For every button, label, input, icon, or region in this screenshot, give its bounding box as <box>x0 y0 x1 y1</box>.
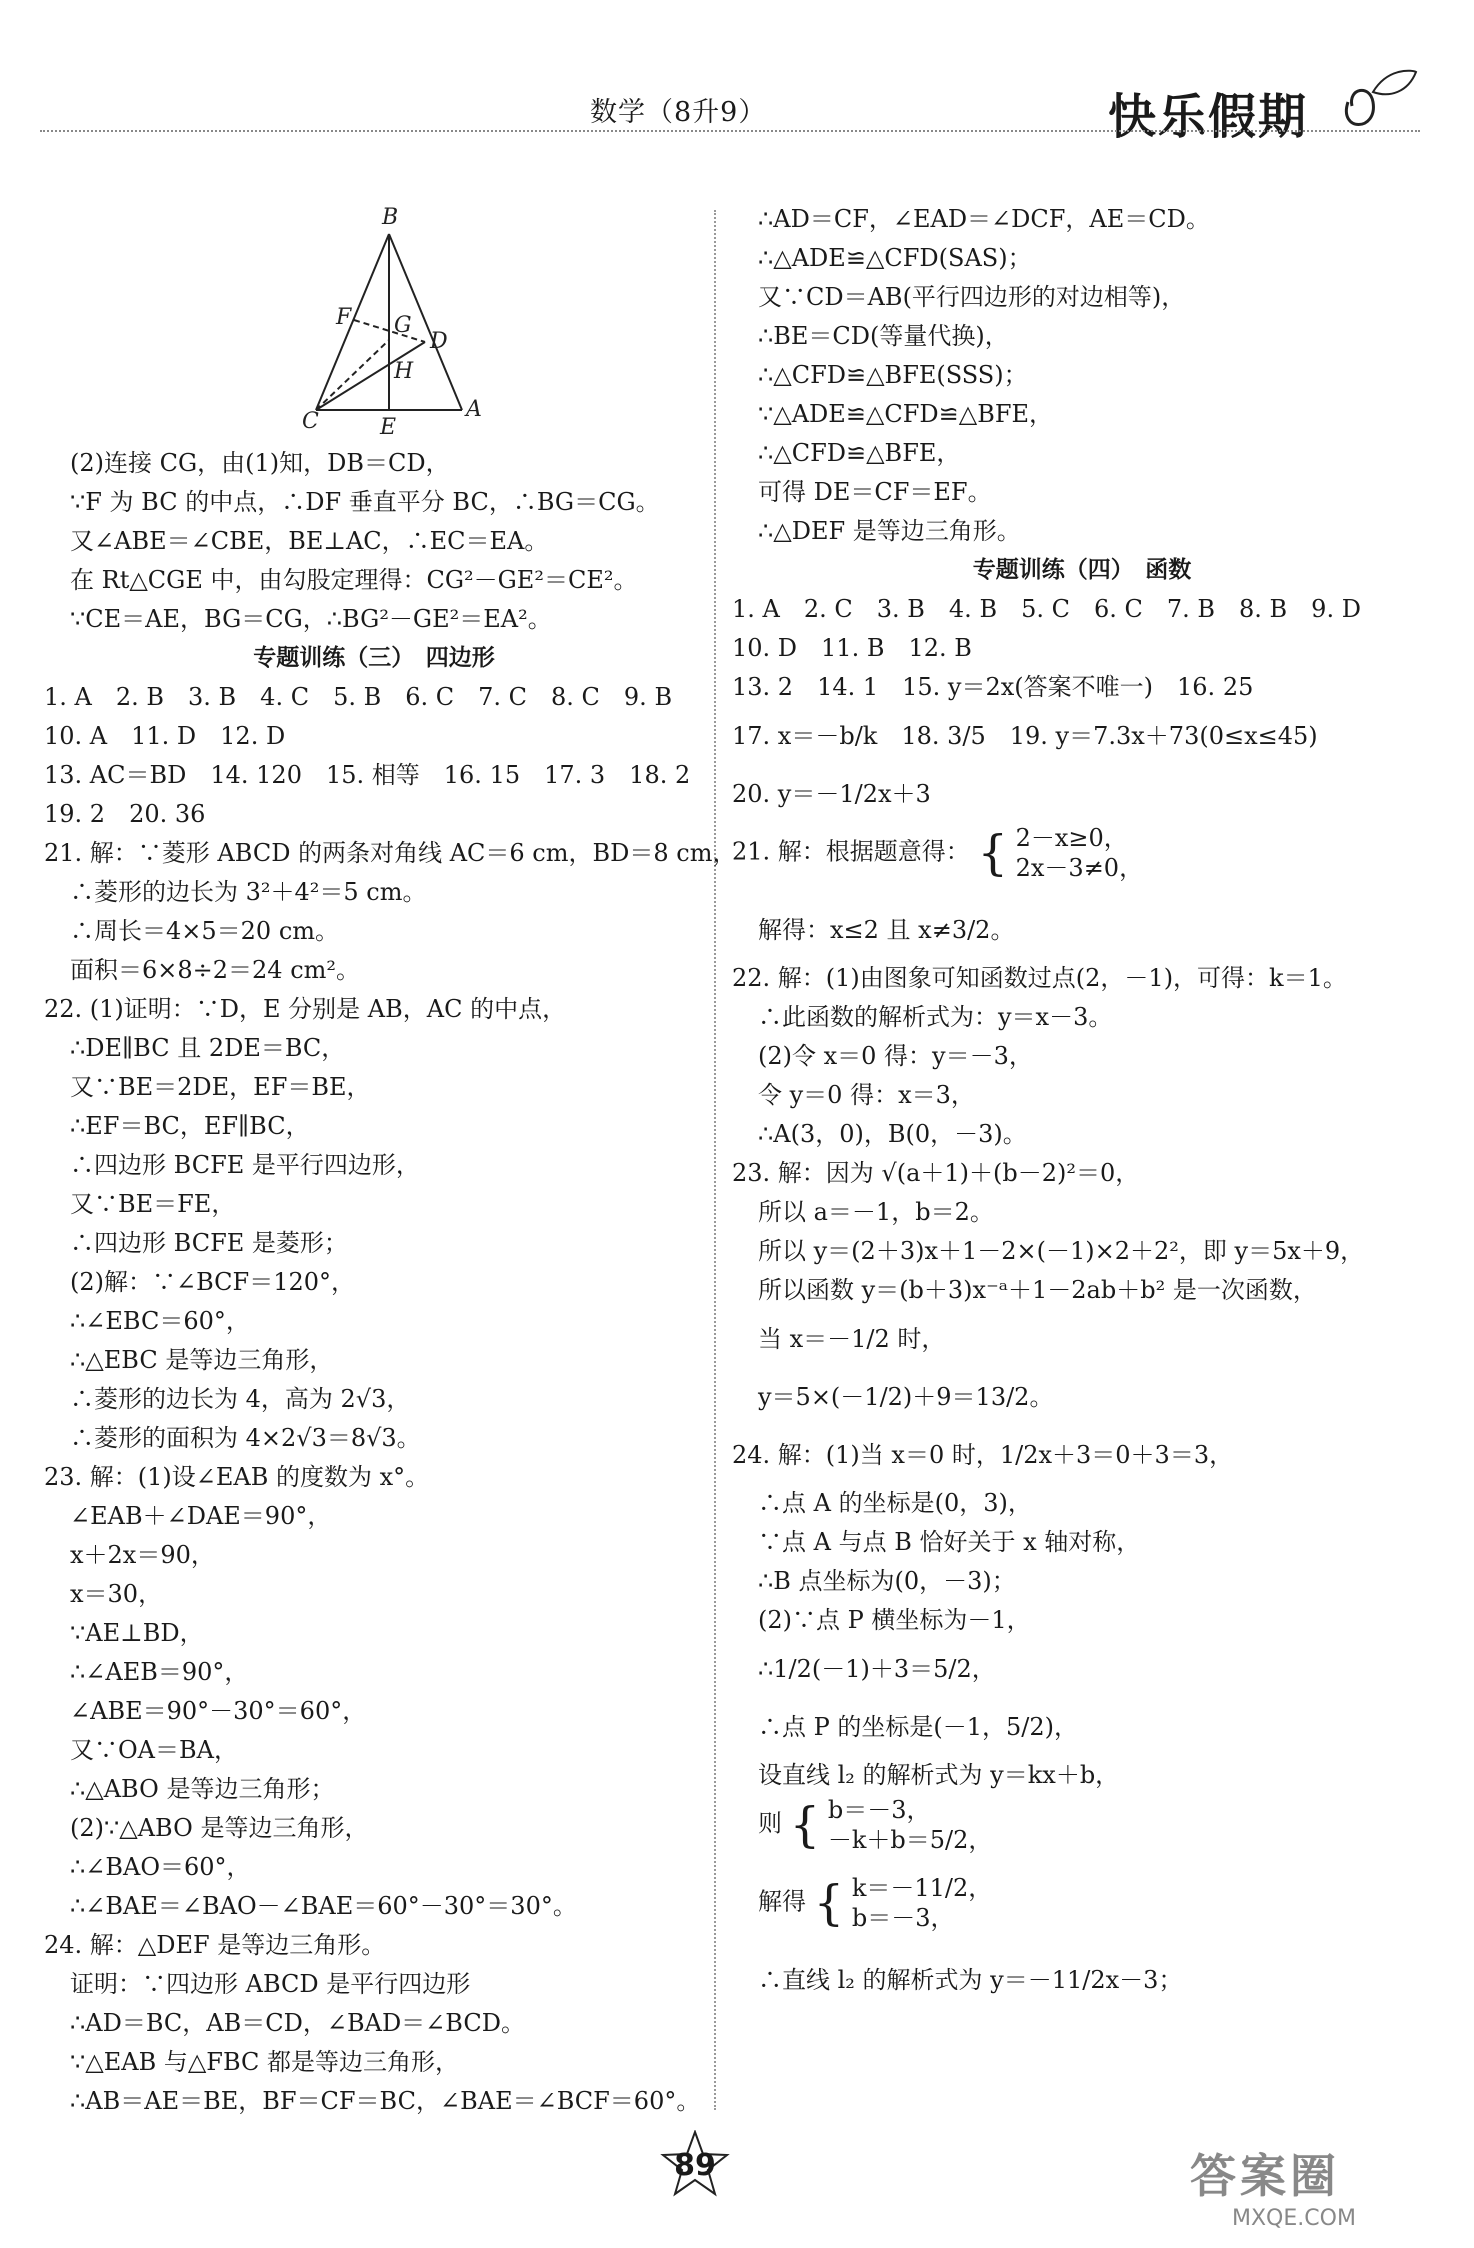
text-line: 令 y＝0 得：x＝3， <box>758 1081 975 1109</box>
header-brand: 快乐假期 <box>1108 89 1309 145</box>
answer-row: 19. 2 20. 36 <box>44 800 206 828</box>
text-line: ∠EAB＋∠DAE＝90°， <box>70 1502 332 1530</box>
text-line: ∴AD＝BC，AB＝CD，∠BAD＝∠BCD。 <box>70 2009 525 2037</box>
text-line: 又∵BE＝FE， <box>70 1190 236 1218</box>
text-line: ∴点 P 的坐标是(－1，5/2)， <box>758 1713 1079 1741</box>
text-line: 又∵CD＝AB(平行四边形的对边相等)， <box>758 283 1186 311</box>
answer-row: 17. x＝－b/k 18. 3/5 19. y＝7.3x＋73(0≤x≤45) <box>732 722 1318 750</box>
text-line: 则 <box>758 1809 782 1838</box>
text-line: 可得 DE＝CF＝EF。 <box>758 478 992 506</box>
text-line: ∴四边形 BCFE 是菱形； <box>70 1229 348 1257</box>
text-line: ∴∠BAO＝60°， <box>70 1853 251 1881</box>
text-line: 所以 a＝－1，b＝2。 <box>758 1198 994 1226</box>
label-f: F <box>336 305 352 330</box>
text-line: ∵AE⊥BD， <box>70 1619 204 1647</box>
text-line: ∴菱形的边长为 3²＋4²＝5 cm。 <box>70 878 427 906</box>
answer-row: 1. A 2. B 3. B 4. C 5. B 6. C 7. C 8. C 9. B <box>44 683 673 711</box>
text-line: 22. (1)证明：∵D，E 分别是 AB，AC 的中点， <box>44 995 567 1023</box>
text-line: (2)∵△ABO 是等边三角形， <box>70 1814 369 1842</box>
text-line: 24. 解：△DEF 是等边三角形。 <box>44 1931 386 1959</box>
text-line: 21. 解：根据题意得： <box>732 837 970 866</box>
header-divider <box>40 130 1420 132</box>
label-d: D <box>430 329 448 354</box>
text-line: y＝5×(－1/2)＋9＝13/2。 <box>758 1383 1054 1411</box>
equation-line: k＝－11/2， <box>851 1874 993 1902</box>
text-line: 22. 解：(1)由图象可知函数过点(2，－1)，可得：k＝1。 <box>732 964 1347 992</box>
text-line: ∴四边形 BCFE 是平行四边形， <box>70 1151 420 1179</box>
text-line: ∴EF＝BC，EF∥BC， <box>70 1112 310 1140</box>
page-number <box>660 2130 730 2200</box>
text-line: ∴点 A 的坐标是(0，3)， <box>758 1489 1032 1517</box>
text-line: ∴△ADE≌△CFD(SAS)； <box>758 244 1032 272</box>
label-a: A <box>466 397 482 422</box>
watermark <box>1190 2140 1356 2231</box>
answer-row: 10. A 11. D 12. D <box>44 722 286 750</box>
system-block <box>732 823 1432 901</box>
text-line: x＋2x＝90， <box>70 1541 215 1569</box>
text-line: (2)∵点 P 横坐标为－1， <box>758 1606 1031 1634</box>
text-line: ∴此函数的解析式为：y＝x－3。 <box>758 1003 1113 1031</box>
text-line: ∵F 为 BC 的中点，∴DF 垂直平分 BC，∴BG＝CG。 <box>70 488 660 516</box>
text-line: 所以函数 y＝(b＋3)x⁻ᵃ＋1－2ab＋b² 是一次函数， <box>758 1276 1317 1304</box>
text-line: 在 Rt△CGE 中，由勾股定理得：CG²－GE²＝CE²。 <box>70 566 638 594</box>
left-column <box>44 200 737 2121</box>
text-line: ∴AD＝CF，∠EAD＝∠DCF，AE＝CD。 <box>758 205 1210 233</box>
section-heading: 专题训练（三） 四边形 <box>253 645 495 671</box>
text-line: ∴△CFD≌△BFE(SSS)； <box>758 361 1028 389</box>
text-line: ∴△CFD≌△BFE， <box>758 439 961 467</box>
text-line: ∴∠BAE＝∠BAO－∠BAE＝60°－30°＝30°。 <box>70 1892 577 1920</box>
section-heading: 专题训练（四） 函数 <box>972 557 1192 583</box>
equation-line: 2－x≥0， <box>1015 824 1128 852</box>
page-number-text: 89 <box>674 2148 716 2183</box>
text-line: ∴DE∥BC 且 2DE＝BC， <box>70 1034 346 1062</box>
text-line: 23. 解：(1)设∠EAB 的度数为 x°。 <box>44 1463 430 1491</box>
answer-row: 10. D 11. B 12. B <box>732 634 972 662</box>
text-line: ∴1/2(－1)＋3＝5/2， <box>758 1655 996 1683</box>
column-divider <box>714 210 716 2110</box>
text-line: ∵点 A 与点 B 恰好关于 x 轴对称， <box>758 1528 1141 1556</box>
text-line: 又∠ABE＝∠CBE，BE⊥AC，∴EC＝EA。 <box>70 527 549 555</box>
watermark-url: MXQE.COM <box>1232 2206 1356 2231</box>
system-block <box>732 1795 1432 1873</box>
text-line: 所以 y＝(2＋3)x＋1－2×(－1)×2＋2²，即 y＝5x＋9， <box>758 1237 1365 1265</box>
text-line: 当 x＝－1/2 时， <box>758 1325 946 1353</box>
label-h: H <box>394 359 414 384</box>
text-line: 证明：∵四边形 ABCD 是平行四边形 <box>70 1970 471 1998</box>
text-line: 面积＝6×8÷2＝24 cm²。 <box>70 956 361 984</box>
label-e: E <box>380 415 397 440</box>
text-line: 24. 解：(1)当 x＝0 时，1/2x＋3＝0＋3＝3， <box>732 1441 1234 1469</box>
text-line: ∴∠AEB＝90°， <box>70 1658 249 1686</box>
text-line: 23. 解：因为 √(a＋1)＋(b－2)²＝0， <box>732 1159 1140 1187</box>
brace-icon: { <box>789 1797 821 1853</box>
text-line: 又∵BE＝2DE，EF＝BE， <box>70 1073 371 1101</box>
brace-icon: { <box>813 1875 845 1931</box>
text-line: ∴菱形的边长为 4，高为 2√3， <box>70 1385 411 1413</box>
equation-stack <box>852 1873 992 1933</box>
text-line: ∴△ABO 是等边三角形； <box>70 1775 335 1803</box>
watermark-text: 答案圈 <box>1190 2149 1340 2203</box>
brace-icon: { <box>977 825 1008 881</box>
text-line: ∴周长＝4×5＝20 cm。 <box>70 917 340 945</box>
text-line: 又∵OA＝BA， <box>70 1736 238 1764</box>
text-line: (2)解：∵∠BCF＝120°， <box>70 1268 356 1296</box>
text-line: ∴△EBC 是等边三角形， <box>70 1346 334 1374</box>
equation-line: b＝－3， <box>851 1904 955 1932</box>
text-line: (2)连接 CG，由(1)知，DB＝CD， <box>70 449 450 477</box>
text-line: 设直线 l₂ 的解析式为 y＝kx＋b， <box>758 1761 1120 1789</box>
text-line: ∵△ADE≌△CFD≌△BFE， <box>758 400 1054 428</box>
equation-stack <box>828 1795 993 1855</box>
text-line: ∴△DEF 是等边三角形。 <box>758 517 1021 545</box>
triangle-figure <box>44 200 704 444</box>
text-line: ∴AB＝AE＝BE，BF＝CF＝BC，∠BAE＝∠BCF＝60°。 <box>70 2087 701 2115</box>
text-line: x＝30， <box>70 1580 163 1608</box>
text-line: 21. 解：∵菱形 ABCD 的两条对角线 AC＝6 cm，BD＝8 cm， <box>44 839 737 867</box>
text-line: ∴B 点坐标为(0，－3)； <box>758 1567 1016 1595</box>
text-line: ∴∠EBC＝60°， <box>70 1307 250 1335</box>
text-line: ∵△EAB 与△FBC 都是等边三角形， <box>70 2048 460 2076</box>
text-line: ∴BE＝CD(等量代换)， <box>758 322 1009 350</box>
text-line: ∵CE＝AE，BG＝CG，∴BG²－GE²＝EA²。 <box>70 605 552 633</box>
text-line: 解得 <box>758 1887 806 1916</box>
header-subject: 数学（8升9） <box>590 97 767 128</box>
answer-row: 13. 2 14. 1 15. y＝2x(答案不唯一) 16. 25 <box>732 673 1254 701</box>
system-block <box>732 1873 1432 1951</box>
text-line: ∴直线 l₂ 的解析式为 y＝－11/2x－3； <box>758 1966 1183 1994</box>
equation-line: 2x－3≠0， <box>1015 854 1144 882</box>
label-c: C <box>302 409 319 434</box>
triangle-diagram <box>44 200 704 444</box>
text-line: (2)令 x＝0 得：y＝－3， <box>758 1042 1033 1070</box>
label-g: G <box>394 313 412 338</box>
equation-line: －k＋b＝5/2， <box>827 1826 993 1854</box>
text-line: 解得：x≤2 且 x≠3/2。 <box>758 916 1015 944</box>
label-b: B <box>382 205 399 230</box>
equation-stack <box>1016 823 1143 883</box>
text-line: ∴A(3，0)，B(0，－3)。 <box>758 1120 1027 1148</box>
right-column <box>732 200 1432 2009</box>
equation-line: b＝－3， <box>827 1796 931 1824</box>
answer-row: 13. AC＝BD 14. 120 15. 相等 16. 15 17. 3 18. 2 <box>44 761 691 789</box>
answer-row: 20. y＝－1/2x＋3 <box>732 780 931 808</box>
text-line: ∠ABE＝90°－30°＝60°， <box>70 1697 367 1725</box>
answer-row: 1. A 2. C 3. B 4. B 5. C 6. C 7. B 8. B 9. D <box>732 595 1361 623</box>
text-line: ∴菱形的面积为 4×2√3＝8√3。 <box>70 1424 421 1452</box>
